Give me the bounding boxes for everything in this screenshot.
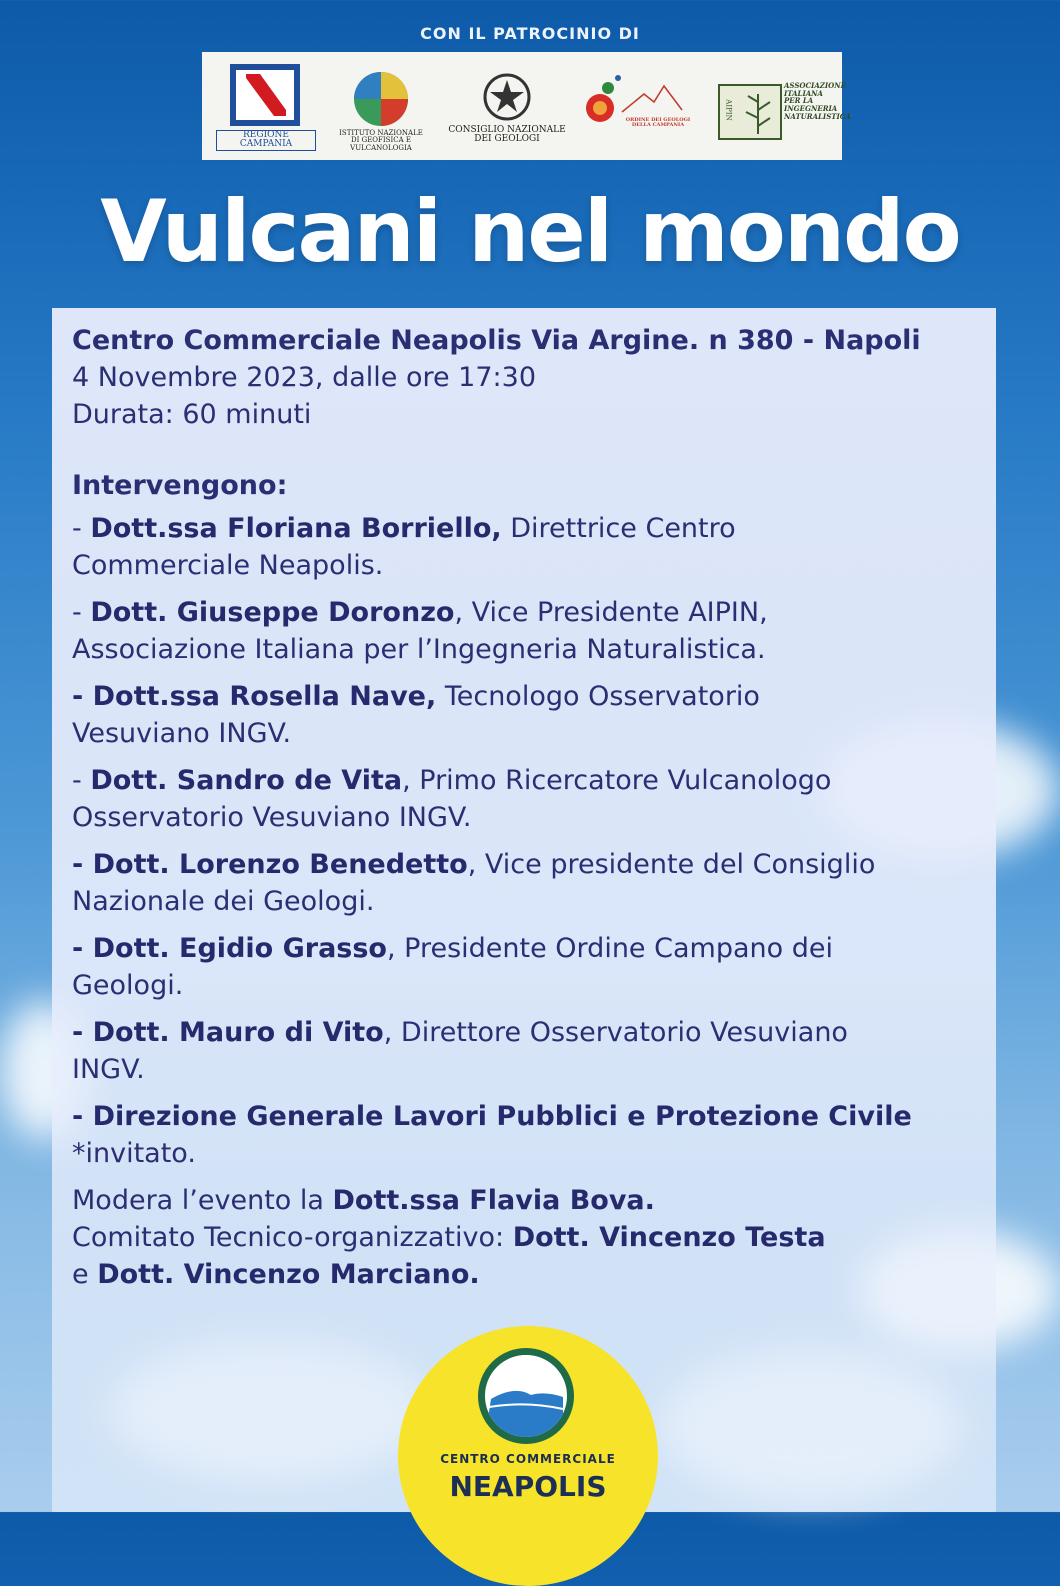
patrocinio-label: CON IL PATROCINIO DI — [420, 24, 640, 43]
speaker-item — [72, 762, 972, 836]
ordine-caption-line: DELLA CAMPANIA — [631, 122, 685, 129]
speaker-role: , Vice Presidente AIPIN, — [454, 597, 768, 628]
aipin-caption-line: ASSOCIAZIONE — [784, 81, 846, 90]
event-date: 4 Novembre 2023, dalle ore 17:30 — [72, 362, 536, 393]
sponsor-logos — [202, 52, 851, 160]
speaker-name: Dott. Mauro di Vito — [92, 1017, 384, 1048]
speaker-item — [72, 930, 972, 1004]
speaker-name: Dott. Lorenzo Benedetto — [92, 849, 468, 880]
speaker-name: Dott. Egidio Grasso — [92, 933, 387, 964]
speaker-item — [72, 510, 972, 584]
speaker-prefix: - — [72, 597, 91, 628]
consiglio-caption-line: DEI GEOLOGI — [474, 134, 540, 145]
speaker-prefix: - — [72, 681, 93, 712]
speaker-item — [72, 1098, 972, 1172]
aipin-caption-line: NATURALISTICA — [784, 111, 851, 121]
consiglio-caption — [446, 126, 568, 145]
badge-subtitle: CENTRO COMMERCIALE — [440, 1452, 616, 1466]
speaker-prefix: - — [72, 1017, 93, 1048]
aipin-caption-line: INGEGNERIA — [784, 104, 838, 114]
speaker-prefix: - — [72, 849, 93, 880]
regione-campania-icon — [230, 64, 300, 126]
neapolis-logo-icon — [478, 1348, 574, 1444]
speaker-prefix: - — [72, 933, 93, 964]
committee-member: Dott. Vincenzo Marciano. — [97, 1259, 480, 1290]
speaker-role: Osservatorio Vesuviano INGV. — [72, 802, 472, 833]
event-venue: Centro Commerciale Neapolis Via Argine. n 380 - Napoli — [72, 325, 921, 356]
speaker-role: , Vice presidente del Consiglio — [467, 849, 876, 880]
aipin-logo — [718, 62, 851, 150]
speaker-name: Dott.ssa Rosella Nave, — [92, 681, 437, 712]
speaker-role: , Presidente Ordine Campano dei — [387, 933, 833, 964]
aipin-caption-line: PER LA — [784, 96, 814, 106]
committee-join: e — [72, 1259, 98, 1290]
speaker-role: Vesuviano INGV. — [72, 718, 292, 749]
speaker-role: Associazione Italiana per l’Ingegneria Naturalistica. — [72, 634, 766, 665]
ingv-caption-line: DI GEOFISICA E VULCANOLOGIA — [350, 136, 412, 152]
ingv-logo — [326, 62, 436, 150]
speaker-item — [72, 846, 972, 920]
speaker-role: Nazionale dei Geologi. — [72, 886, 375, 917]
badge-title: NEAPOLIS — [449, 1470, 607, 1503]
committee-member: Dott. Vincenzo Testa — [512, 1222, 826, 1253]
event-duration: Durata: 60 minuti — [72, 399, 312, 430]
ordine-caption-line: ORDINE DEI GEOLOGI — [625, 117, 691, 123]
speaker-role: *invitato. — [72, 1138, 196, 1169]
speaker-item — [72, 1014, 972, 1088]
speaker-role: , Primo Ricercatore Vulcanologo — [402, 765, 832, 796]
globe-icon — [352, 70, 410, 128]
speaker-prefix: - — [72, 765, 91, 796]
ordine-caption — [618, 118, 698, 129]
speaker-name: Direzione Generale Lavori Pubblici e Protezione Civile — [92, 1101, 912, 1132]
speaker-role: , Direttore Osservatorio Vesuviano — [383, 1017, 848, 1048]
plant-icon — [718, 84, 782, 140]
consiglio-caption-line: CONSIGLIO NAZIONALE — [448, 125, 566, 135]
speaker-role: Direttrice Centro — [501, 513, 736, 544]
ingv-caption — [326, 130, 436, 152]
ordine-geologi-logo — [582, 62, 704, 150]
speaker-name: Dott. Sandro de Vita — [90, 765, 403, 796]
speaker-role: Tecnologo Osservatorio — [436, 681, 760, 712]
closing-notes — [72, 1182, 972, 1293]
committee-prefix: Comitato Tecnico-organizzativo: — [72, 1222, 513, 1253]
speaker-prefix: - — [72, 1101, 93, 1132]
aipin-caption-line: ITALIANA — [784, 88, 823, 98]
regione-campania-caption: REGIONE CAMPANIA — [216, 130, 316, 151]
aipin-side-label: AIPIN — [724, 99, 733, 121]
speaker-name: Dott.ssa Floriana Borriello, — [90, 513, 502, 544]
speaker-item — [72, 594, 972, 668]
speaker-role: Commerciale Neapolis. — [72, 550, 384, 581]
speaker-prefix: - — [72, 513, 91, 544]
moderator-prefix: Modera l’evento la — [72, 1185, 333, 1216]
regione-campania-logo — [216, 62, 314, 150]
speakers-heading: Intervengono: — [72, 470, 288, 501]
ingv-caption-line: ISTITUTO NAZIONALE — [339, 129, 423, 137]
consiglio-geologi-logo — [446, 62, 568, 150]
speaker-role: INGV. — [72, 1054, 145, 1085]
event-details — [72, 322, 972, 1293]
aipin-caption — [784, 81, 851, 121]
moderator-name: Dott.ssa Flavia Bova. — [332, 1185, 655, 1216]
emblem-icon — [482, 70, 532, 124]
speaker-item — [72, 678, 972, 752]
speaker-role: Geologi. — [72, 970, 184, 1001]
page-title: Vulcani nel mondo — [100, 182, 960, 282]
speaker-name: Dott. Giuseppe Doronzo — [90, 597, 455, 628]
